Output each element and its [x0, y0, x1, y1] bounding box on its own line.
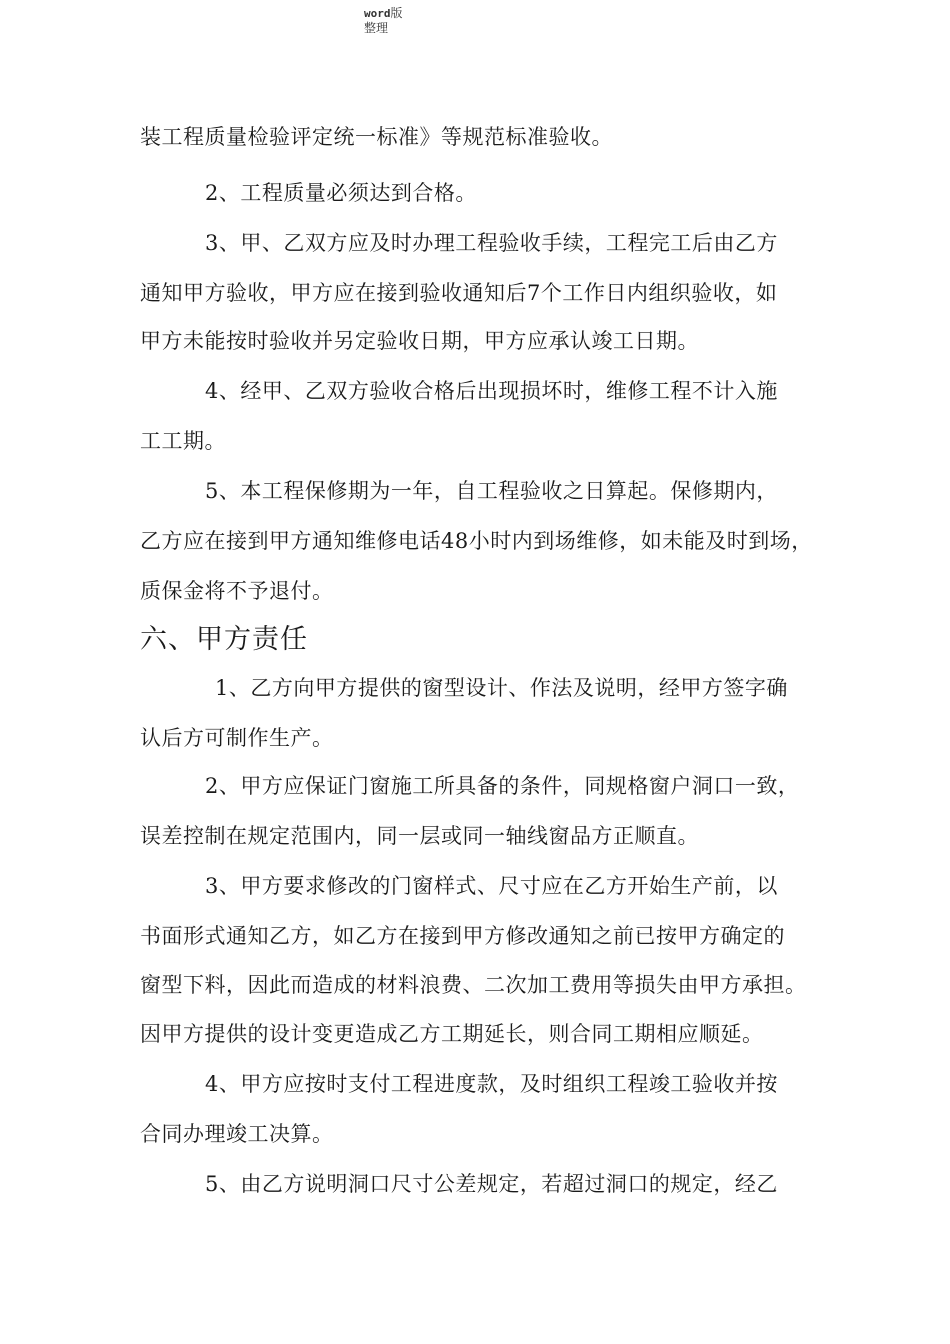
paragraph-line: 5、由乙方说明洞口尺寸公差规定，若超过洞口的规定，经乙 [205, 1172, 778, 1196]
paragraph-line: 书面形式通知乙方，如乙方在接到甲方修改通知之前已按甲方确定的 [140, 924, 785, 948]
paragraph-line: 窗型下料，因此而造成的材料浪费、二次加工费用等损失由甲方承担。 [140, 973, 807, 997]
paragraph-line: 乙方应在接到甲方通知维修电话48小时内到场维修，如未能及时到场， [140, 529, 813, 553]
paragraph-line: 3、甲方要求修改的门窗样式、尺寸应在乙方开始生产前，以 [205, 874, 778, 898]
paragraph-line: 5、本工程保修期为一年，自工程验收之日算起。保修期内， [205, 479, 778, 503]
paragraph-line: 质保金将不予退付。 [140, 579, 334, 603]
paragraph-line: 3、甲、乙双方应及时办理工程验收手续，工程完工后由乙方 [205, 231, 778, 255]
paragraph-line: 装工程质量检验评定统一标准》等规范标准验收。 [140, 125, 613, 149]
header-line-2: 整理 [364, 21, 389, 35]
paragraph-line: 工工期。 [140, 429, 226, 453]
paragraph-line: 合同办理竣工决算。 [140, 1122, 334, 1146]
paragraph-line: 通知甲方验收，甲方应在接到验收通知后7个工作日内组织验收，如 [140, 281, 778, 305]
paragraph-line: 甲方未能按时验收并另定验收日期，甲方应承认竣工日期。 [140, 329, 699, 353]
header-word: word [364, 7, 391, 20]
paragraph-line: 1、乙方向甲方提供的窗型设计、作法及说明，经甲方签字确 [215, 676, 788, 700]
paragraph-line: 因甲方提供的设计变更造成乙方工期延长，则合同工期相应顺延。 [140, 1022, 764, 1046]
page-header [364, 6, 403, 36]
paragraph-line: 4、甲方应按时支付工程进度款，及时组织工程竣工验收并按 [205, 1072, 778, 1096]
paragraph-line: 认后方可制作生产。 [140, 726, 334, 750]
paragraph-line: 2、甲方应保证门窗施工所具备的条件，同规格窗户洞口一致， [205, 774, 800, 798]
paragraph-line: 4、经甲、乙双方验收合格后出现损坏时，维修工程不计入施 [205, 379, 778, 403]
paragraph-line: 误差控制在规定范围内，同一层或同一轴线窗品方正顺直。 [140, 824, 699, 848]
paragraph-line: 2、工程质量必须达到合格。 [205, 181, 477, 205]
header-version: 版 [390, 6, 403, 20]
section-heading: 六、甲方责任 [140, 624, 308, 655]
header-line-1 [364, 6, 403, 21]
